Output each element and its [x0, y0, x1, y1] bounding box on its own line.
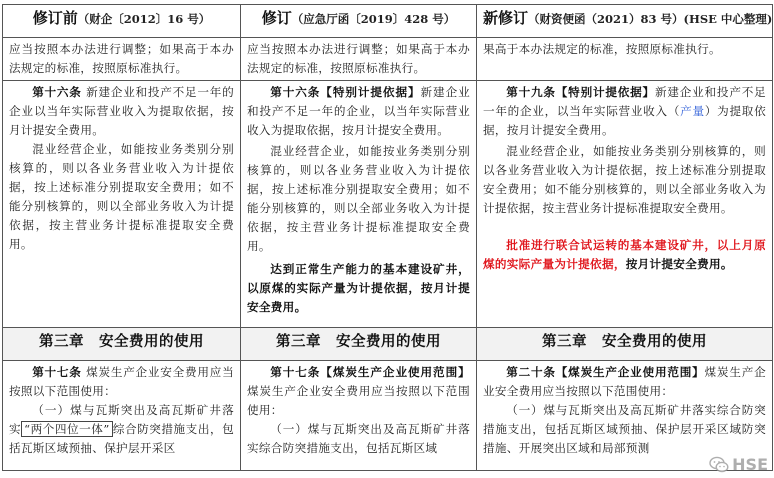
- cell-revised: [241, 361, 477, 471]
- chapter-new: [477, 328, 773, 361]
- table-row: [3, 361, 773, 471]
- header-before-source: （财企〔2012〕16 号）: [77, 12, 211, 26]
- cell-before: [3, 38, 241, 81]
- quoted-term-box: “两个四位一体”: [21, 421, 113, 437]
- paragraph: 煤炭生产企业安全费用应当按照以下范围使用：: [247, 384, 470, 417]
- watermark-text: HSE: [732, 455, 768, 474]
- paragraph: 混业经营企业，如能按业务类别分别核算的，则以各业务营业收入为计提依据，按上述标准分别提取安全费用；如不能分别核算的，则以全部业务收入为计提依据，按主营业务计提标准提取安全费用。: [247, 144, 470, 253]
- cell-revised: [241, 81, 477, 328]
- paragraph: 果高于本办法规定的标准，按照原标准执行。: [483, 42, 721, 56]
- paragraph: 煤炭生产企业安全费用应当按照以下范围使用：: [483, 365, 767, 398]
- header-before: [3, 5, 241, 38]
- paragraph: 应当按照本办法进行调整；如果高于本办法规定的标准，按照原标准执行。: [9, 42, 234, 75]
- chapter-row: [3, 328, 773, 361]
- header-revised-title: 修订: [261, 9, 292, 27]
- watermark: [709, 455, 768, 474]
- article-number: 第十七条: [270, 365, 321, 379]
- header-row: [3, 5, 773, 38]
- header-revised-source: （应急厅函〔2019〕428 号）: [291, 12, 456, 26]
- header-revised: [241, 5, 477, 38]
- paragraph-added: 达到正常生产能力的基本建设矿井，以原煤的实际产量为计提依据，按月计提安全费用。: [247, 262, 470, 314]
- cell-new: [477, 361, 773, 471]
- chapter-title: 第三章 安全费用的使用: [39, 334, 204, 350]
- table-row: [3, 81, 773, 328]
- article-title: 【煤炭生产企业使用范围】: [320, 365, 470, 379]
- chapter-title: 第三章 安全费用的使用: [276, 334, 441, 350]
- article-title: 【特别计提依据】: [320, 85, 421, 99]
- header-new: [477, 5, 773, 38]
- article-title: 【煤炭生产企业使用范围】: [555, 365, 705, 379]
- chapter-title: 第三章 安全费用的使用: [542, 334, 707, 350]
- wechat-icon: [709, 456, 729, 474]
- highlight-red-text: 批准进行联合试运转的基本建设矿井，以上月原煤的实际产量为计提依据，: [483, 238, 766, 271]
- header-new-title: 新修订: [483, 9, 529, 27]
- highlight-blue-text: 产量: [680, 104, 705, 118]
- paragraph: （一）煤与瓦斯突出及高瓦斯矿井落实综合防突措施支出，包括瓦斯区域: [247, 422, 470, 455]
- chapter-before: [3, 328, 241, 361]
- comparison-table: [2, 4, 773, 471]
- paragraph: 混业经营企业，如能按业务类别分别核算的，则以各业务营业收入为计提依据，按上述标准分别提取安全费用；如不能分别核算的，则以全部业务收入为计提依据，按主营业务计提标准提取安全费用。: [483, 144, 766, 215]
- article-number: 第十九条: [506, 85, 556, 99]
- paragraph: 新建企业和投产不足一年的企业，以当年实际营业收入（: [483, 85, 767, 118]
- article-number: 第十六条: [32, 85, 82, 99]
- paragraph: ）为提取依据，按月计提安全费用。: [483, 104, 766, 137]
- paragraph: 混业经营企业，如能按业务类别分别核算的，则以各业务营业收入为计提依据，按上述标准分别提取安全费用；如不能分别核算的，则以全部业务收入为计提依据，按主营业务计提标准提取安全费用。: [9, 142, 234, 251]
- table-row: [3, 38, 773, 81]
- article-title: 【特别计提依据】: [555, 85, 655, 99]
- article-number: 第十六条: [270, 85, 321, 99]
- article-number: 第十七条: [32, 365, 82, 379]
- paragraph: 新建企业和投产不足一年的企业以当年实际营业收入为提取依据，按月计提安全费用。: [9, 85, 234, 137]
- article-number: 第二十条: [506, 365, 556, 379]
- cell-before: [3, 81, 241, 328]
- cell-before: [3, 361, 241, 471]
- cell-new: [477, 81, 773, 328]
- header-new-source: （财资便函（2021）83 号）(HSE 中心整理): [528, 12, 773, 26]
- paragraph: 按月计提安全费用。: [625, 257, 733, 271]
- paragraph: 煤炭生产企业安全费用应当按照以下范围使用：: [9, 365, 234, 398]
- cell-revised: [241, 38, 477, 81]
- paragraph: 综合防突措施支出，包括瓦斯区域预抽、保护层开采区: [9, 422, 234, 455]
- chapter-revised: [241, 328, 477, 361]
- paragraph: （一）煤与瓦斯突出及高瓦斯矿井落实: [9, 403, 234, 436]
- paragraph: 新建企业和投产不足一年的企业，以当年实际营业收入为提取依据，按月计提安全费用。: [247, 85, 470, 137]
- paragraph: （一）煤与瓦斯突出及高瓦斯矿井落实综合防突措施支出，包括瓦斯区域预抽、保护层开采区域防突措施、开展突出区域和局部预测: [483, 403, 766, 455]
- header-before-title: 修订前: [32, 9, 78, 27]
- paragraph: 应当按照本办法进行调整；如果高于本办法规定的标准，按照原标准执行。: [247, 42, 470, 75]
- cell-new: [477, 38, 773, 81]
